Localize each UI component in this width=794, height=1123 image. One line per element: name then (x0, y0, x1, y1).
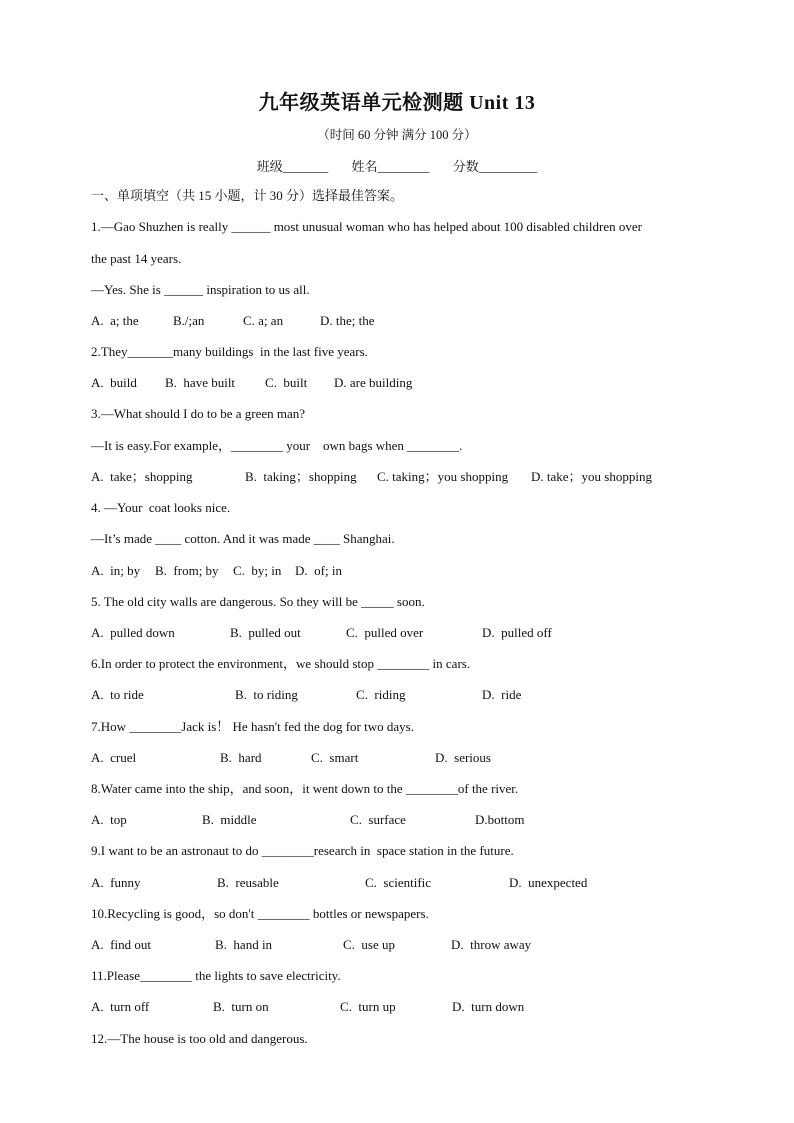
option-a: A. pulled down (91, 625, 175, 640)
option-row (91, 687, 711, 703)
option-b: B. to riding (235, 687, 298, 702)
option-row (91, 937, 711, 953)
option-row (91, 469, 711, 485)
student-info-row (0, 156, 794, 175)
option-d: D. take；you shopping (531, 469, 652, 484)
option-c: C. taking；you shopping (377, 469, 509, 484)
option-row (91, 625, 711, 641)
option-a: A. take；shopping (91, 469, 193, 484)
option-c: C. riding (356, 687, 406, 702)
option-row (91, 999, 711, 1015)
option-b: B. from; by (155, 563, 219, 578)
question-line: 5. The old city walls are dangerous. So they will be _____ soon. (91, 594, 425, 609)
option-row (91, 563, 711, 579)
option-a: A. in; by (91, 563, 141, 578)
option-d: D.bottom (475, 812, 525, 827)
question-line: —It is easy.For example，________ your own bags when ________. (91, 438, 463, 453)
option-b: B. reusable (217, 875, 279, 890)
option-row (91, 812, 711, 828)
option-a: A. turn off (91, 999, 150, 1014)
question-line: 12.—The house is too old and dangerous. (91, 1031, 308, 1046)
option-b: B. pulled out (230, 625, 301, 640)
option-c: C. a; an (243, 313, 284, 328)
question-line: —Yes. She is ______ inspiration to us all. (91, 282, 310, 297)
option-a: A. cruel (91, 750, 137, 765)
option-d: D. pulled off (482, 625, 552, 640)
option-d: D. ride (482, 687, 522, 702)
option-c: C. by; in (233, 563, 282, 578)
page-subtitle: （时间 60 分钟 满分 100 分） (317, 128, 477, 142)
option-d: D. throw away (451, 937, 532, 952)
question-line: 11.Please________ the lights to save electricity. (91, 968, 341, 983)
question-line: 1.—Gao Shuzhen is really ______ most unusual woman who has helped about 100 disabled children over (91, 219, 642, 234)
question-line: 9.I want to be an astronaut to do ________research in space station in the future. (91, 843, 514, 858)
option-d: D. serious (435, 750, 491, 765)
section-heading: 一、单项填空（共 15 小题，计 30 分）选择最佳答案。 (91, 188, 404, 203)
option-a: A. top (91, 812, 127, 827)
question-line: 6.In order to protect the environment，we should stop ________ in cars. (91, 656, 471, 671)
option-c: C. surface (350, 812, 406, 827)
option-a: A. a; the (91, 313, 139, 328)
question-line: the past 14 years. (91, 251, 182, 266)
option-a: A. build (91, 375, 137, 390)
class-field: 班级_______ (256, 159, 329, 174)
option-row (91, 750, 711, 766)
option-d: D. of; in (295, 563, 342, 578)
score-field: 分数_________ (452, 159, 538, 174)
option-b: B. hand in (215, 937, 273, 952)
option-c: C. built (265, 375, 308, 390)
option-a: A. to ride (91, 687, 144, 702)
name-field: 姓名________ (351, 159, 430, 174)
option-d: D. turn down (452, 999, 525, 1014)
option-row (91, 875, 711, 891)
option-row (91, 313, 711, 329)
option-b: B. have built (165, 375, 236, 390)
page-title: 九年级英语单元检测题 Unit 13 (258, 92, 536, 114)
option-row (91, 375, 711, 391)
question-line: —It’s made ____ cotton. And it was made ____ Shanghai. (91, 531, 395, 546)
option-b: B. taking；shopping (245, 469, 357, 484)
option-d: D. the; the (320, 313, 375, 328)
question-line: 7.How ________Jack is！ He hasn't fed the dog for two days. (91, 719, 414, 734)
option-b: B. middle (202, 812, 257, 827)
question-line: 4. —Your coat looks nice. (91, 500, 231, 515)
option-d: D. are building (334, 375, 413, 390)
question-line: 2.They_______many buildings in the last five years. (91, 344, 368, 359)
option-b: B./;an (173, 313, 205, 328)
option-c: C. smart (311, 750, 359, 765)
option-a: A. find out (91, 937, 151, 952)
option-c: C. turn up (340, 999, 396, 1014)
option-a: A. funny (91, 875, 141, 890)
question-line: 8.Water came into the ship，and soon，it went down to the ________of the river. (91, 781, 519, 796)
question-line: 3.—What should I do to be a green man? (91, 406, 306, 421)
option-c: C. pulled over (346, 625, 424, 640)
option-b: B. hard (220, 750, 262, 765)
option-c: C. scientific (365, 875, 432, 890)
option-b: B. turn on (213, 999, 269, 1014)
option-d: D. unexpected (509, 875, 588, 890)
question-line: 10.Recycling is good，so don't ________ bottles or newspapers. (91, 906, 429, 921)
option-c: C. use up (343, 937, 395, 952)
